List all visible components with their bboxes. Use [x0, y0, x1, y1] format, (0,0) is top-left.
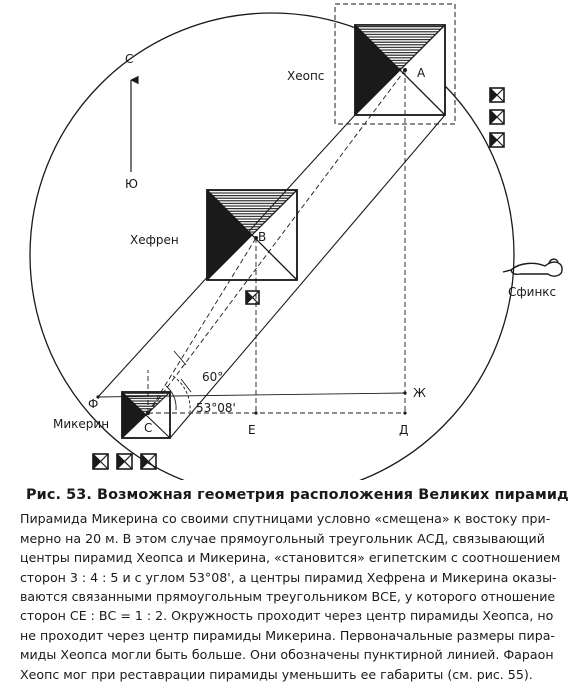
menkaure-label: Микерин: [53, 417, 110, 431]
caption-title: Рис. 53. Возможная геометрия расположения Великих пирамид: [26, 487, 569, 503]
sphinx-icon: [503, 259, 562, 276]
angle-60-label: 60°: [202, 370, 224, 384]
diagonal-upper-left: [98, 115, 355, 397]
cheops-pyramid: [355, 25, 445, 115]
cheops-satellites: [490, 88, 504, 147]
compass-north-label: С: [125, 52, 134, 66]
caption-line: мерно на 20 м. В этом случае прямоугольный треугольник АСД, связывающий: [20, 530, 545, 546]
caption-line: ваются связанными прямоугольным треугольником ВСЕ, у которого отношение: [20, 589, 556, 605]
menkaure-satellites: [93, 454, 156, 469]
caption-line: Пирамида Микерина со своими спутницами условно «смещена» к востоку при-: [20, 511, 551, 527]
point-d-label: Д: [399, 423, 409, 437]
point-zh-label: Ж: [413, 386, 426, 400]
caption-line: миды Хеопса могли быть больше. Они обозначены пунктирной линией. Фараон: [20, 647, 554, 663]
caption-line: сторон СЕ : ВС = 1 : 2. Окружность проходит через центр пирамиды Хеопса, но: [20, 608, 554, 624]
khafre-pyramid: [207, 190, 297, 280]
point-f-label: Ф: [88, 397, 99, 411]
compass-south-label: Ю: [125, 177, 138, 191]
caption-line: Хеопс мог при реставрации пирамиды уменьшить ее габариты (см. рис. 55).: [20, 666, 533, 682]
khafre-label: Хефрен: [130, 233, 179, 247]
figure-caption: [20, 486, 572, 684]
angle-53-label: 53°08': [196, 401, 236, 415]
caption-line: сторон 3 : 4 : 5 и с углом 53°08', а центры пирамид Хефрена и Микерина оказы-: [20, 569, 557, 585]
point-c-label: С: [144, 421, 153, 435]
caption-body: [20, 509, 572, 684]
point-b-label: В: [258, 230, 267, 244]
caption-line: центры пирамид Хеопса и Микерина, «становится» египетским с соотношением: [20, 550, 561, 566]
cheops-label: Хеопс: [287, 69, 325, 83]
point-e-label: Е: [248, 423, 256, 437]
caption-line: не проходит через центр пирамиды Микерина. Первоначальные размеры пира-: [20, 627, 555, 643]
sphinx-label: Сфинкс: [508, 285, 557, 299]
khafre-satellite: [246, 291, 259, 304]
point-a-label: А: [417, 66, 426, 80]
